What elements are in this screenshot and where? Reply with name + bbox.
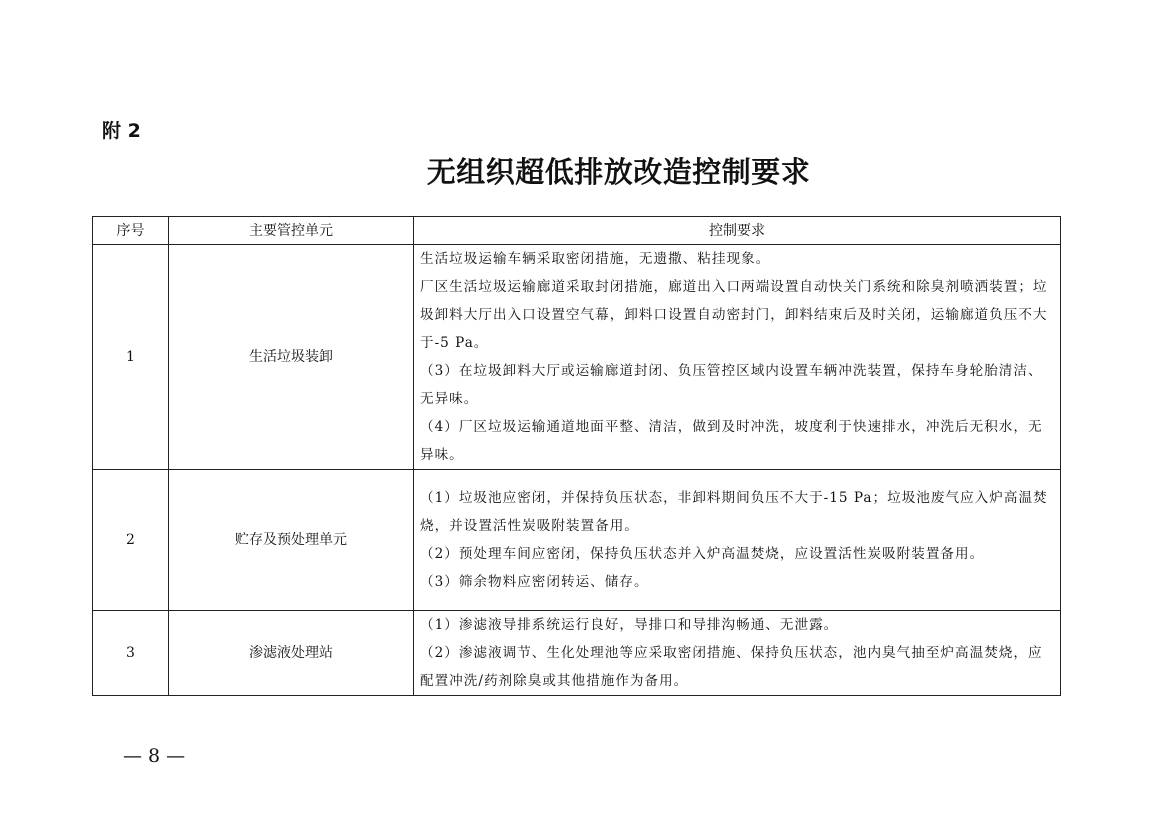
header-requirement: 控制要求 bbox=[414, 217, 1061, 245]
table-row bbox=[93, 245, 1061, 470]
requirement-item: 生活垃圾运输车辆采取密闭措施，无遗撒、粘挂现象。 bbox=[420, 251, 771, 267]
attachment-label: 附 2 bbox=[102, 120, 141, 142]
requirement-item: （2）预处理车间应密闭，保持负压状态并入炉高温焚烧，应设置活性炭吸附装置备用。 bbox=[420, 546, 985, 562]
table-row bbox=[93, 611, 1061, 696]
header-number: 序号 bbox=[93, 217, 169, 245]
requirement-item: （2）渗滤液调节、生化处理池等应采取密闭措施、保持负压状态，池内臭气抽至炉高温焚烧，应配置冲洗/药剂除臭或其他措施作为备用。 bbox=[420, 645, 1043, 689]
table-header-row bbox=[93, 217, 1061, 245]
control-requirements-table bbox=[92, 216, 1061, 696]
requirement-item: 厂区生活垃圾运输廊道采取封闭措施，廊道出入口两端设置自动快关门系统和除臭剂喷洒装置；垃圾卸料大厅出入口设置空气幕，卸料口设置自动密封门，卸料结束后及时关闭，运输廊道负压不大于-5 Pa。 bbox=[420, 279, 1048, 351]
row-unit: 贮存及预处理单元 bbox=[169, 470, 414, 611]
header-unit: 主要管控单元 bbox=[169, 217, 414, 245]
requirement-item: （4）厂区垃圾运输通道地面平整、清洁，做到及时冲洗，坡度利于快速排水，冲洗后无积水，无异味。 bbox=[420, 419, 1043, 463]
row-number: 2 bbox=[93, 470, 169, 611]
requirement-item: （1）渗滤液导排系统运行良好，导排口和导排沟畅通、无泄露。 bbox=[420, 617, 839, 633]
row-unit: 生活垃圾装卸 bbox=[169, 245, 414, 470]
row-requirements bbox=[414, 470, 1061, 611]
page-number: — 8 — bbox=[123, 745, 186, 767]
row-requirements bbox=[414, 611, 1061, 696]
row-number: 1 bbox=[93, 245, 169, 470]
requirement-item: （1）垃圾池应密闭，并保持负压状态，非卸料期间负压不大于-15 Pa；垃圾池废气应入炉高温焚烧，并设置活性炭吸附装置备用。 bbox=[420, 490, 1048, 534]
table-row bbox=[93, 470, 1061, 611]
document-title: 无组织超低排放改造控制要求 bbox=[426, 155, 811, 189]
row-unit: 渗滤液处理站 bbox=[169, 611, 414, 696]
row-requirements bbox=[414, 245, 1061, 470]
row-number: 3 bbox=[93, 611, 169, 696]
requirement-item: （3）在垃圾卸料大厅或运输廊道封闭、负压管控区域内设置车辆冲洗装置，保持车身轮胎清洁、无异味。 bbox=[420, 363, 1043, 407]
requirement-item: （3）筛余物料应密闭转运、储存。 bbox=[420, 574, 649, 590]
